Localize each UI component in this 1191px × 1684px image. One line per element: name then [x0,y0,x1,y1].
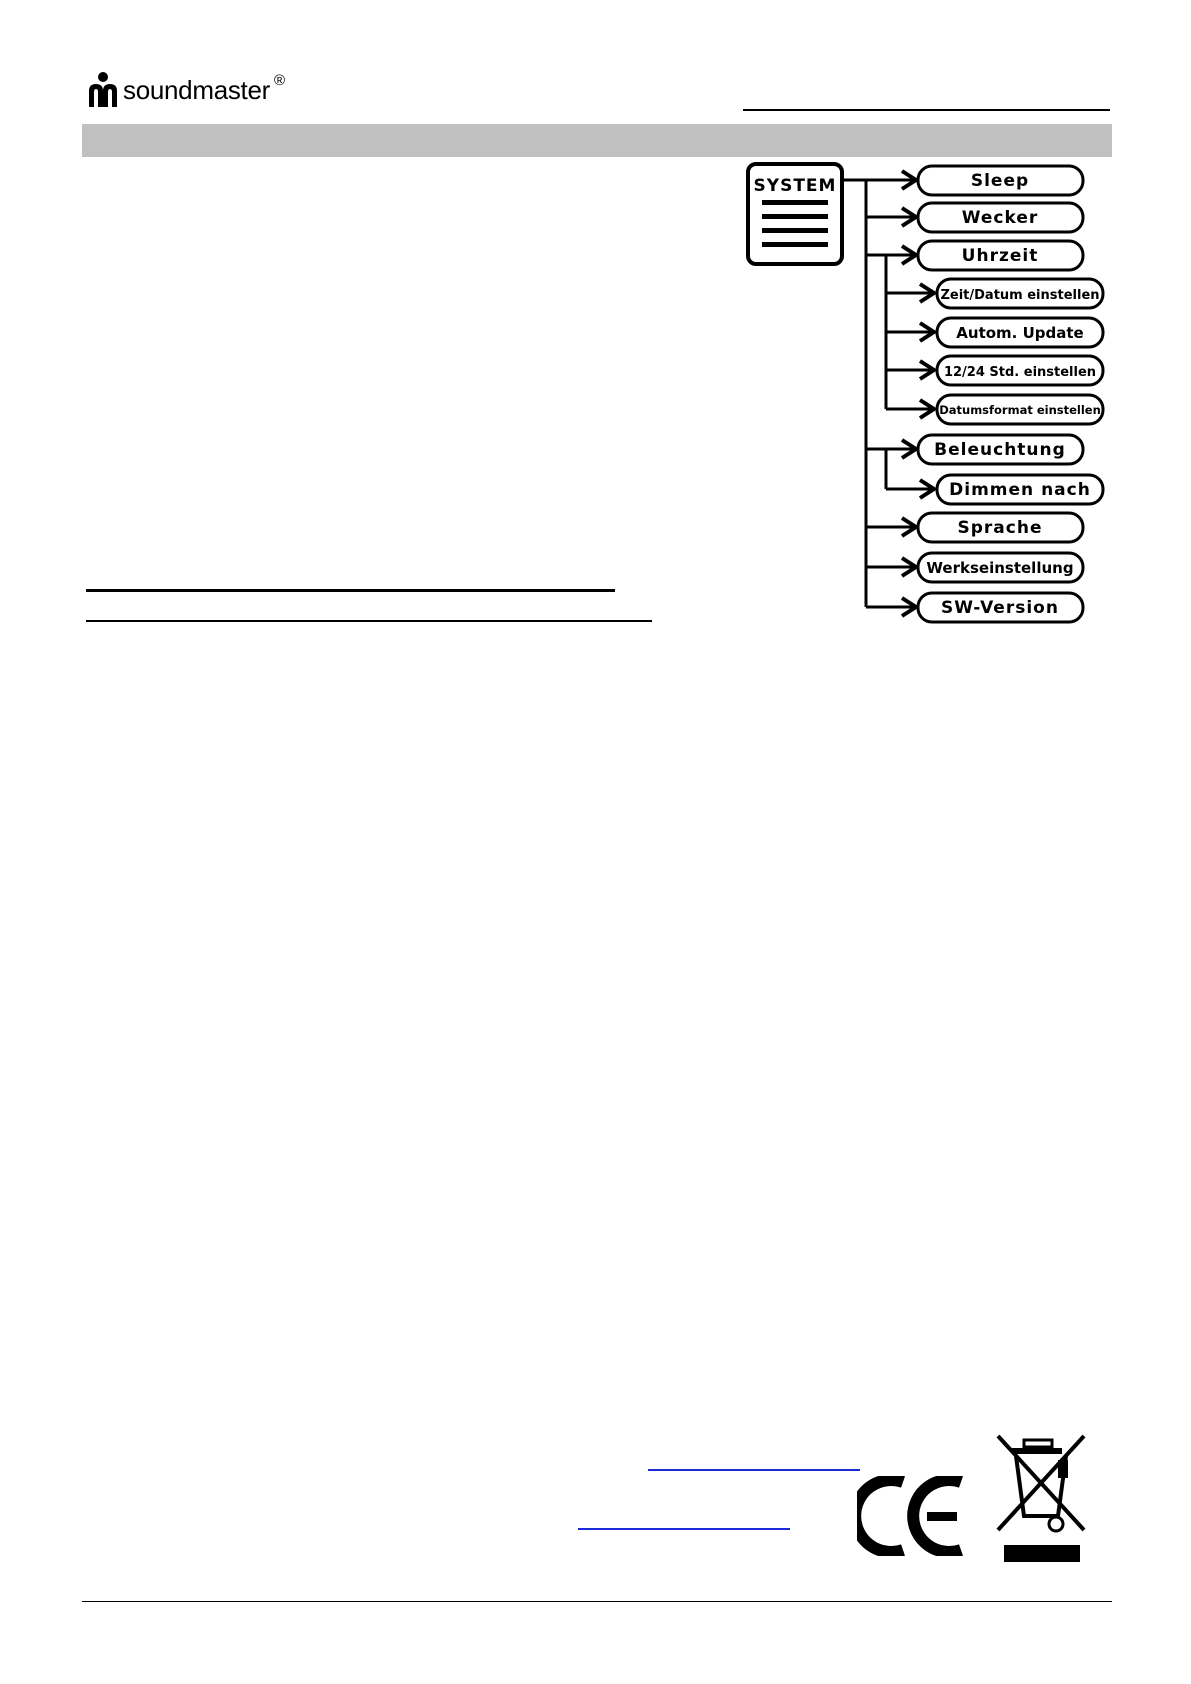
subsection-rule-top [86,589,615,592]
svg-text:Datumsformat einstellen: Datumsformat einstellen [939,403,1101,417]
svg-text:Uhrzeit: Uhrzeit [961,246,1039,266]
menu-item-zeit-datum-einstellen [937,279,1103,308]
system-menu-diagram [740,155,1120,625]
svg-text:Werkseinstellung: Werkseinstellung [926,559,1074,577]
svg-text:Wecker: Wecker [961,208,1039,228]
system-label: SYSTEM [753,176,837,196]
menu-item-dimmen-nach [937,475,1103,504]
registered-mark: ® [274,71,286,89]
brand-name: soundmaster [123,74,270,105]
email-link-underline[interactable] [578,1528,790,1530]
crossed-out-wheelie-bin-icon [994,1434,1088,1564]
menu-item-autom-update [937,318,1103,347]
menu-item-datumsformat-einstellen [937,395,1103,424]
website-link-underline[interactable] [648,1469,860,1471]
header-rule [743,109,1110,111]
svg-text:Dimmen nach: Dimmen nach [949,480,1091,500]
menu-item-wecker [918,203,1083,232]
menu-item-sw-version [918,593,1083,622]
svg-text:Autom. Update: Autom. Update [956,324,1084,342]
soundmaster-logo-icon [86,71,120,109]
system-menu-icon [748,164,842,264]
menu-item-12-24-std-einstellen [937,356,1103,385]
ce-mark-icon [857,1476,969,1556]
svg-text:Zeit/Datum einstellen: Zeit/Datum einstellen [940,288,1100,303]
menu-item-uhrzeit [918,241,1083,270]
svg-text:Beleuchtung: Beleuchtung [934,440,1066,460]
menu-item-beleuchtung [918,435,1083,464]
footer-rule [82,1601,1112,1602]
subsection-rule-bottom [86,620,652,622]
svg-text:SW-Version: SW-Version [941,598,1059,618]
svg-text:Sleep: Sleep [970,171,1030,191]
svg-text:Sprache: Sprache [957,518,1043,538]
system-menu-tree [740,155,1120,625]
menu-item-sleep [918,166,1083,195]
svg-text:12/24 Std. einstellen: 12/24 Std. einstellen [943,365,1097,380]
brand-logo [86,70,285,110]
section-title-bar [82,124,1112,157]
menu-item-werkseinstellung [918,553,1083,582]
menu-item-sprache [918,513,1083,542]
